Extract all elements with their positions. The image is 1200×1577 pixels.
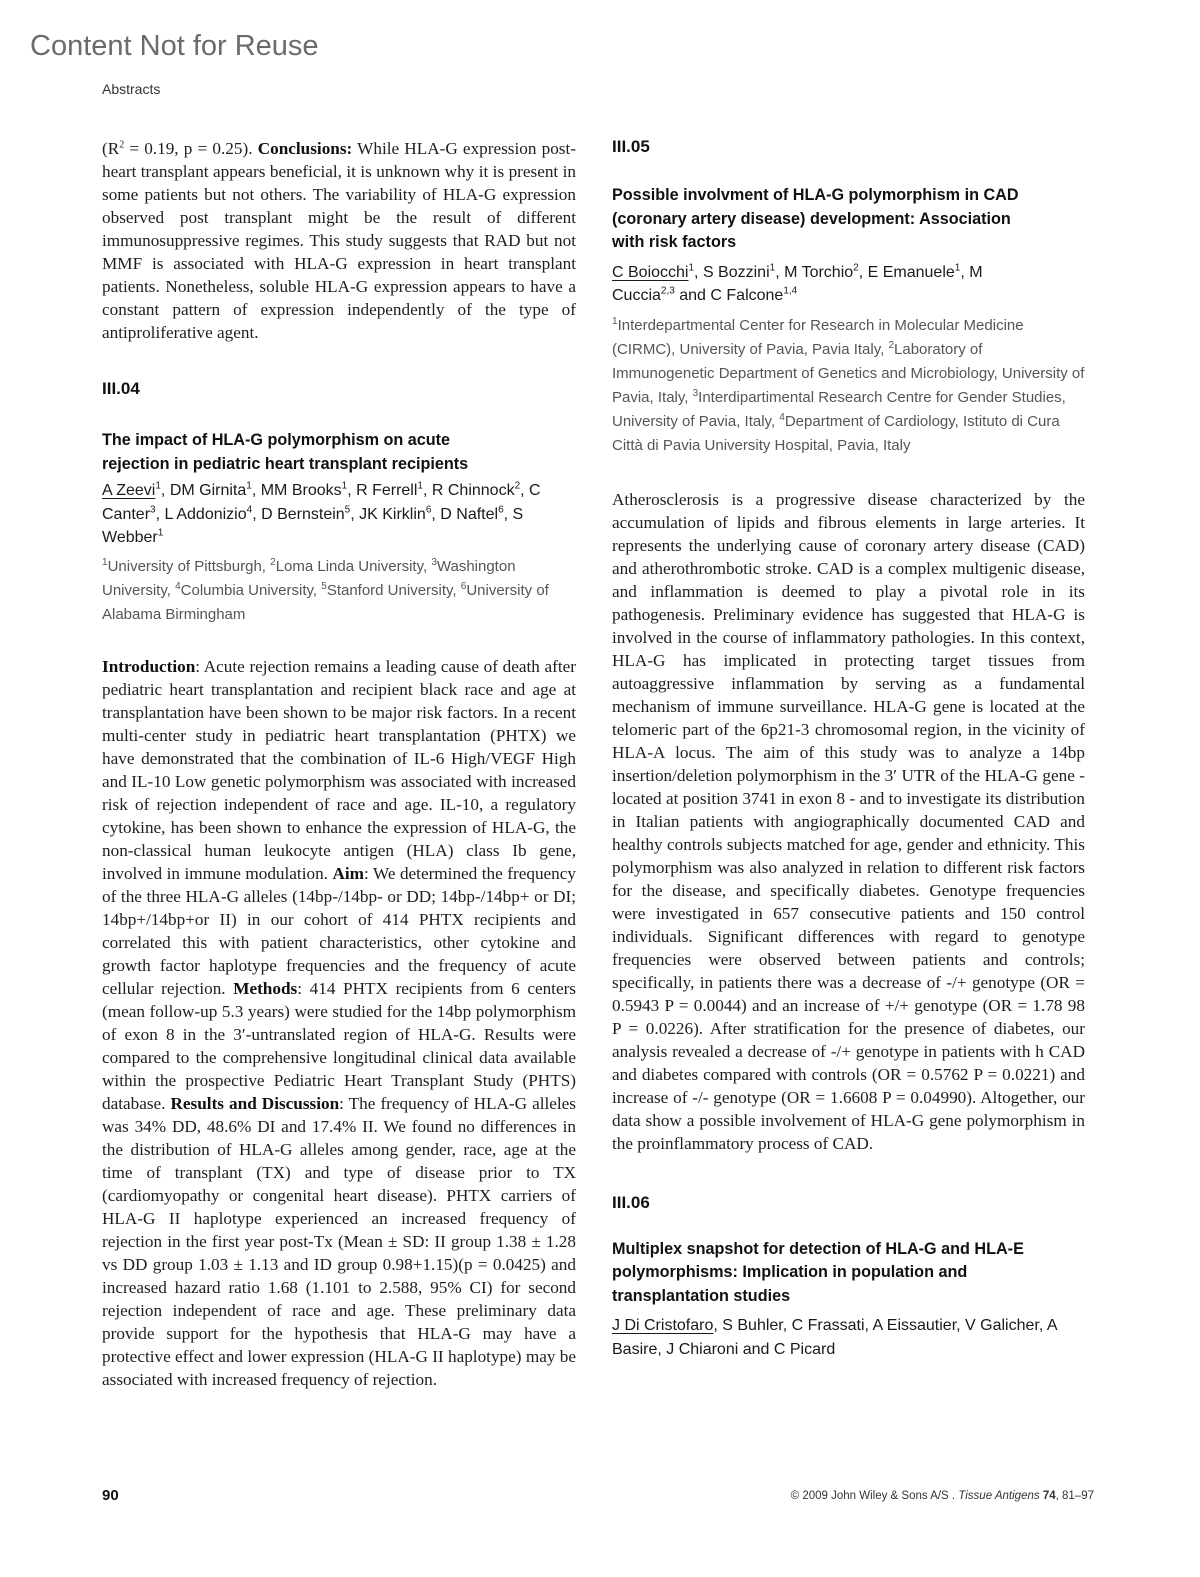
author-list: J Di Cristofaro, S Buhler, C Frassati, A Eissautier, V Galicher, A Basire, J Chiaroni and C Picard: [612, 1317, 1057, 1358]
section-label: Methods: [233, 978, 298, 998]
continuation-paragraph: ($R^2 = 0.19$, p = 0.25). Conclusions: While HLA-G expression post-heart transplant appears beneficial, it is unknown why it is present in some patients but not others. The variability of HLA-G expression observed post transplant might be the result of different immunosuppressive regimes. This study suggests that RAD but not MMF is associated with HLA-G expression in heart transplant patients. Nonetheless, soluble HLA-G expression appears to have a constant pattern of expression independently of the type of antiproliferative agent.: [102, 139, 576, 342]
journal-name: Tissue Antigens: [958, 1490, 1040, 1502]
affiliation-text: Loma Linda University,: [275, 557, 432, 575]
presenting-author: A Zeevi: [102, 482, 156, 499]
author-affiliation-mark: 6: [425, 504, 432, 516]
section-text: : Acute rejection remains a leading cause of death after pediatric heart transplantation and recipient black race and age at transplantation have been shown to be major risk factors. In a recent multi-center study in pediatric heart transplantation (PHTX) we have demonstrated that the combination of IL-6 High/VEGF High and IL-10 Low genetic polymorphism was associated with increased risk of rejection independent of race and age. IL-10, a regulatory cytokine, has been shown to enhance the expression of HLA-G, the non-classical human leukocyte antigen (HLA) class Ib gene, involved in immune modulation.: [102, 656, 576, 883]
author-name: L Addonizio: [164, 505, 247, 523]
author-name: S Bozzini: [702, 263, 770, 281]
section-label: Introduction: [102, 656, 196, 676]
author-affiliation-mark: 2: [514, 480, 521, 492]
page-number: 90: [102, 1487, 119, 1504]
author-affiliation-mark: 1,4: [783, 285, 798, 297]
author-affiliation-mark: 1: [954, 262, 961, 274]
affiliation-text: University of Alabama Birmingham: [102, 581, 549, 623]
affiliation-mark: 5: [321, 580, 327, 592]
author-list: A Zeevi$^1$, DM Girnita$^1$, MM Brooks$^1$, R Ferrell$^1$, R Chinnock$^2$, C Canter$^3$, L Addonizio$^4$, D Bernstein$^5$, JK Kirklin$^6$, D Naftel$^6$, S Webber$^1$: [102, 480, 541, 546]
affiliation-text: Interdipartimental Research Centre for Gender Studies, University of Pavia, Italy,: [612, 388, 1066, 430]
author-name: R Chinnock: [431, 482, 515, 499]
affiliation-mark: 3: [431, 556, 437, 568]
affiliation-mark: 2: [888, 339, 895, 351]
author-affiliation-mark: 2: [853, 262, 859, 274]
author-affiliation-mark: 1: [155, 480, 161, 492]
copyright-line: © 2009 John Wiley & Sons A/S . Tissue Antigens 74, 81–97: [790, 1490, 1094, 1502]
abstract-title: Possible involvment of HLA-G polymorphism in CAD (coronary artery disease) development: Association with risk factors: [612, 186, 1019, 251]
author-name: D Bernstein: [261, 505, 345, 523]
affiliation-text: Interdepartmental Center for Research in Molecular Medicine (CIRMC), University of Pavia, Pavia Italy,: [612, 316, 1024, 358]
affiliation-text: University of Pittsburgh,: [107, 557, 271, 575]
journal-volume: 74: [1042, 1490, 1056, 1502]
abstract-id: III.05: [612, 137, 650, 156]
author-affiliation-mark: 4: [246, 504, 253, 516]
author-affiliation-mark: 5: [344, 504, 351, 516]
section-label: Aim: [332, 863, 364, 883]
presenting-author: C Boiocchi: [612, 263, 689, 281]
abstract-body: [102, 655, 576, 1391]
affiliation-text: Columbia University,: [180, 581, 322, 599]
author-name: E Emanuele: [867, 263, 955, 281]
affiliation-text: Stanford University,: [326, 581, 461, 599]
presenting-author: J Di Cristofaro: [612, 1317, 714, 1334]
section-label: Results and Discussion: [170, 1093, 340, 1113]
affiliation-mark: 4: [175, 580, 181, 592]
author-affiliation-mark: 1: [417, 480, 423, 492]
running-head: Abstracts: [102, 81, 161, 97]
affiliation-mark: 3: [692, 387, 699, 399]
section-text: : The frequency of HLA-G alleles was 34% DD, 48.6% DI and 17.4% II. We found no differences in the distribution of HLA-G alleles among gender, race, age at the time of transplant (TX) and type of disease prior to TX (cardiomyopathy or congenital heart disease). PHTX carriers of HLA-G II haplotype experienced an increased frequency of rejection in the first year post-Tx (Mean ± SD: II group 1.38 ± 1.28 vs DD group 1.03 ± 1.13 and ID group 0.98+1.15)(p = 0.0425) and increased hazard ratio 1.68 (1.101 to 2.588, 95% CI) for second rejection independent of race and age. These preliminary data provide support for the hypothesis that HLA-G may have a protective effect and lower expression (HLA-G II haplotype) may be associated with increased frequency of rejection.: [102, 1093, 576, 1389]
abstract-title: Multiplex snapshot for detection of HLA-G and HLA-E polymorphisms: Implication in population and transplantation studies: [612, 1239, 1024, 1305]
affiliation-mark: 1: [612, 315, 618, 327]
affiliation-mark: 1: [102, 556, 108, 568]
author-name: M Cuccia: [612, 263, 983, 304]
author-name: D Naftel: [440, 505, 499, 523]
section-text: : We determined the frequency of the three HLA-G alleles (14bp-/14bp- or DD; 14bp-/14bp+ or DI; 14bp+/14bp+or II) in our cohort of 414 PHTX recipients and correlated this with patient characteristics, other cytokine and growth factor haplotype frequencies and the frequency of acute cellular rejection.: [102, 863, 576, 998]
abstract-title: The impact of HLA-G polymorphism on acute rejection in pediatric heart transplant recipients: [102, 431, 469, 473]
author-affiliation-mark: 1: [157, 527, 164, 539]
section-label-conclusions: Conclusions:: [257, 139, 353, 158]
affiliation-text: Laboratory of Immunogenetic Department of Genetics and Microbiology, University of Pavia, Italy,: [612, 340, 1085, 406]
affiliations: [102, 555, 576, 627]
author-name: M Torchio: [784, 263, 854, 281]
author-affiliation-mark: 1: [246, 480, 252, 492]
author-affiliation-mark: 1: [341, 480, 348, 492]
affiliation-mark: 4: [779, 411, 785, 423]
author-affiliation-mark: 2,3: [660, 285, 675, 297]
abstract-body: Atherosclerosis is a progressive disease characterized by the accumulation of lipids and fibrous elements in large arteries. It represents the underlying cause of coronary artery disease (CAD) and atherothrombotic stroke. CAD is a complex multigenic disease, and inflammation is deemed to play a pivotal role in its pathogenesis. Preliminary evidence has suggested that HLA-G is involved in the course of inflammatory pathologies. In this context, HLA-G has implicated in protecting target tissues from autoaggressive inflammation by serving as a fundamental mechanism of immune surveillance. HLA-G gene is located at the telomeric part of the 6p21-3 chromosomal region, in the vicinity of HLA-A locus. The aim of this study was to analyze a 14bp insertion/deletion polymorphism in the 3′ UTR of the HLA-G gene - located at position 3741 in exon 8 - and to investigate its distribution in Italian patients with angiographically documented CAD and healthy controls subjects matched for age, gender and ethnicity. This polymorphism was also analyzed in relation to different risk factors for the disease, and specifically diabetes. Genotype frequencies were investigated in 657 consecutive patients and 150 control individuals. Significant differences with regard to genotype frequencies were observed between patients and controls; specifically, in patients there was a decrease of -/+ genotype (OR = 0.5943 P = 0.0044) and an increase of +/+ genotype (OR = 1.78 98 P = 0.0226). After stratification for the presence of diabetes, our analysis revealed a decrease of -/+ genotype in patients with h CAD and diabetes compared with controls (OR = 0.5762 P = 0.0221) and increase of -/- genotype (OR = 1.6608 P = 0.04990). Altogether, our data show a possible involvement of HLA-G gene polymorphism in the proinflammatory process of CAD.: [612, 489, 1085, 1153]
author-name: R Ferrell: [356, 482, 418, 499]
author-name: C Falcone: [710, 287, 784, 304]
affiliation-text: Department of Cardiology, Istituto di Cura Città di Pavia University Hospital, Pavia, Italy: [612, 412, 1060, 454]
author-list: C Boiocchi$^1$, S Bozzini$^1$, M Torchio$^2$, E Emanuele$^1$, M Cuccia$^{2,3}$ and C Falcone$^{1,4}$: [612, 262, 983, 304]
author-name: DM Girnita: [169, 482, 247, 499]
author-affiliation-mark: 6: [498, 504, 504, 516]
right-column: [612, 137, 1085, 1361]
affiliation-mark: 6: [460, 580, 467, 592]
author-affiliation-mark: 1: [688, 262, 695, 274]
author-name: JK Kirklin: [359, 505, 426, 523]
left-column: [102, 137, 576, 1391]
affiliations: [612, 314, 1085, 458]
section-text: : 414 PHTX recipients from 6 centers (mean follow-up 5.3 years) were studied for the 14bp polymorphism of exon 8 in the 3′-untranslated region of HLA-G. Results were compared to the comprehensive longitudinal clinical data available within the prospective Pediatric Heart Transplant Study (PHTS) database.: [102, 978, 576, 1113]
author-name: S Webber: [102, 505, 524, 546]
author-name: C Canter: [102, 482, 541, 523]
affiliation-text: Washington University,: [102, 557, 516, 599]
affiliation-mark: 2: [270, 556, 276, 568]
watermark: Content Not for Reuse: [30, 30, 319, 62]
author-affiliation-mark: 3: [150, 504, 156, 516]
author-name: MM Brooks: [260, 482, 342, 499]
abstract-id: III.06: [612, 1192, 650, 1212]
abstract-id: III.04: [102, 379, 140, 398]
author-affiliation-mark: 1: [769, 262, 776, 274]
